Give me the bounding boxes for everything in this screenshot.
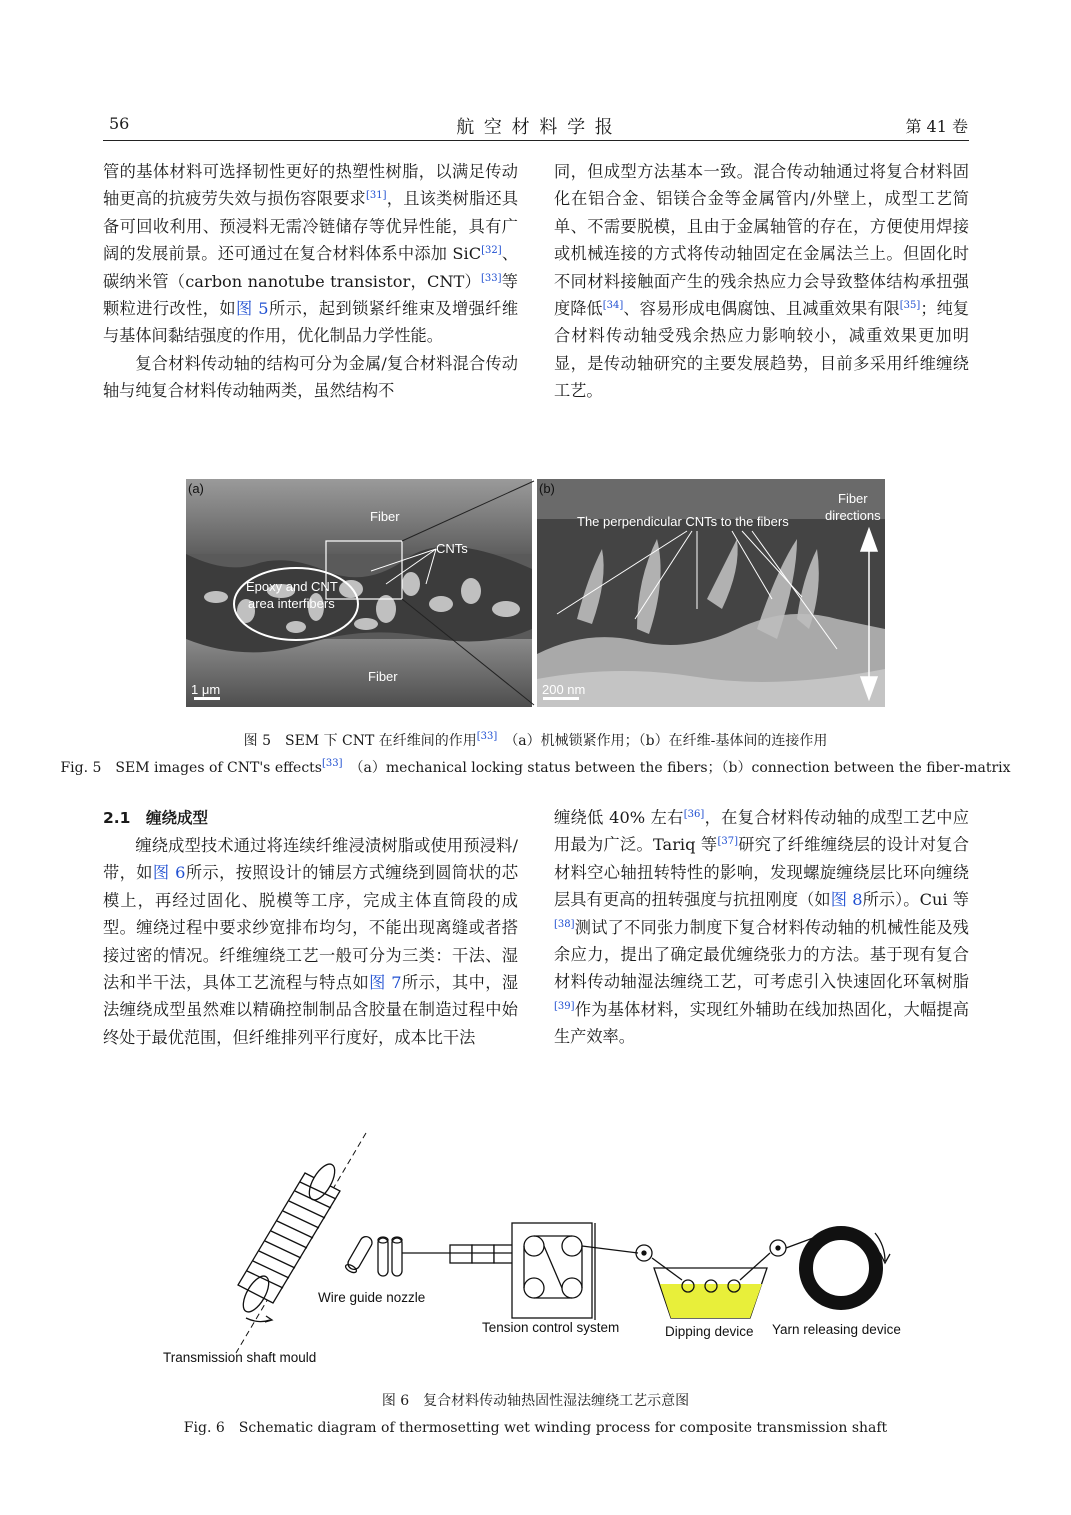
scale-bar-b: 200 nm xyxy=(542,682,586,697)
yarn-label: Yarn releasing device xyxy=(772,1322,901,1337)
paragraph: 复合材料传动轴的结构可分为金属/复合材料混合传动轴与纯复合材料传动轴两类，虽然结构不 xyxy=(103,353,518,401)
column-left-bottom xyxy=(103,832,518,1051)
citation[interactable]: [37] xyxy=(717,836,738,848)
tension-label: Tension control system xyxy=(482,1320,620,1335)
column-right-top xyxy=(554,158,969,405)
figure-link[interactable]: 图 8 xyxy=(830,890,863,910)
citation[interactable]: [39] xyxy=(554,1000,575,1012)
dipping-label: Dipping device xyxy=(665,1324,754,1339)
page-number: 56 xyxy=(109,114,130,133)
mould-label: Transmission shaft mould xyxy=(163,1350,317,1365)
fig6-caption-en: Fig. 6 Schematic diagram of thermosetting wet winding process for composite transmission shaft xyxy=(183,1420,888,1436)
fig5-caption-en: Fig. 5 SEM images of CNT's effects[33] （a）mechanical locking status between the fibers；（b）connection between the fiber-matrix xyxy=(60,758,1011,776)
figure-link[interactable]: 图 7 xyxy=(369,973,402,993)
fiber-label-bottom: Fiber xyxy=(368,669,398,684)
citation[interactable]: [36] xyxy=(683,809,705,820)
citation[interactable]: [38] xyxy=(554,918,575,930)
zoom-connector xyxy=(400,479,540,709)
paragraph: 缠绕低 40% 左右[36]，在复合材料传动轴的成型工艺中应用最为广泛。Tariq 等[37]研究了纤维缠绕层的设计对复合材料空心轴扭转特性的影响，发现螺旋缠绕层比环向缠绕层具有更高的扭转强度与抗扭刚度（如图 8所示）。Cui 等[38]测试了不同张力制度下复合材料传动轴的机械性能及残余应力，提出了确定最优缠绕张力的方法。基于现有复合材料传动轴湿法缠绕工艺，可考虑引入快速固化环氧树脂[39]作为基体材料，实现红外辅助在线加热固化，大幅提高生产效率。 xyxy=(554,808,969,1047)
column-left-top xyxy=(103,158,518,405)
citation[interactable]: [32] xyxy=(481,245,502,257)
section-heading: 2.1 缠绕成型 xyxy=(103,809,208,827)
epoxy-label-1: Epoxy and CNT xyxy=(246,579,338,594)
citation[interactable]: [35] xyxy=(899,300,921,312)
fig6-caption-cn: 图 6 复合材料传动轴热固性湿法缠绕工艺示意图 xyxy=(381,1393,690,1409)
citation[interactable]: [33] xyxy=(481,272,502,284)
panel-label-b: (b) xyxy=(539,481,555,496)
volume-label: 第 41 卷 xyxy=(905,117,968,136)
figure-link[interactable]: 图 5 xyxy=(236,299,269,319)
paragraph: 管的基体材料可选择韧性更好的热塑性树脂，以满足传动轴更高的抗疲劳失效与损伤容限要求[31]，且该类树脂还具备可回收利用、预浸料无需冷链储存等优异性能，具有广阔的发展前景。还可通过在复合材料体系中添加 SiC[32]、碳纳米管（carbon nanotube transistor，CNT）[33]等颗粒进行改性，如图 5所示，起到锁紧纤维束及增强纤维与基体间黏结强度的作用，优化制品力学性能。 xyxy=(103,162,519,346)
citation[interactable]: [31] xyxy=(365,190,387,202)
fig5-caption-cn: 图 5 SEM 下 CNT 在纤维间的作用[33] （a）机械锁紧作用；（b）在纤维-基体间的连接作用 xyxy=(243,731,828,749)
citation[interactable]: [33] xyxy=(322,758,343,769)
scale-bar-a: 1 μm xyxy=(191,682,221,697)
figure-link[interactable]: 图 6 xyxy=(152,863,186,883)
journal-title: 航 空 材 料 学 报 xyxy=(456,117,615,138)
header-rule xyxy=(103,140,969,141)
paragraph: 同，但成型方法基本一致。混合传动轴通过将复合材料固化在铝合金、铝镁合金等金属管内/外壁上，成型工艺简单、不需要脱模，且由于金属轴管的存在，方便使用焊接或机械连接的方式将传动轴固定在金属法兰上。但固化时不同材料接触面产生的残余热应力会导致整体结构承扭强度降低[34]、容易形成电偶腐蚀、且减重效果有限[35]；纯复合材料传动轴受残余热应力影响较小，减重效果更加明显，是传动轴研究的主要发展趋势，目前多采用纤维缠绕工艺。 xyxy=(554,162,970,401)
citation[interactable]: [33] xyxy=(476,731,498,742)
sem-image-b xyxy=(537,479,885,707)
wire-guide-label: Wire guide nozzle xyxy=(318,1290,426,1305)
paragraph: 缠绕成型技术通过将连续纤维浸渍树脂或使用预浸料/带，如图 6所示，按照设计的铺层方式缠绕到圆筒状的芯模上，再经过固化、脱模等工序，完成主体直筒段的成型。缠绕过程中要求纱宽排布均匀，不能出现离缝或者搭接过密的情况。纤维缠绕工艺一般可分为三类：干法、湿法和半干法，具体工艺流程与特点如图 7所示，其中，湿法缠绕成型虽然难以精确控制制品含胶量在制造过程中始终处于最优范围，但纤维排列平行度好，成本比干法 xyxy=(103,836,519,1047)
fiber-direction-label-1: Fiber xyxy=(838,491,868,506)
epoxy-label-2: area interfibers xyxy=(248,596,335,611)
fiber-direction-label-2: directions xyxy=(825,508,881,523)
panel-label-a: (a) xyxy=(188,481,204,496)
perp-cnts-label: The perpendicular CNTs to the fibers xyxy=(577,514,789,529)
fiber-label-top: Fiber xyxy=(370,509,400,524)
column-right-bottom xyxy=(554,804,969,1051)
citation[interactable]: [34] xyxy=(602,300,624,312)
cnts-label: CNTs xyxy=(436,541,468,556)
